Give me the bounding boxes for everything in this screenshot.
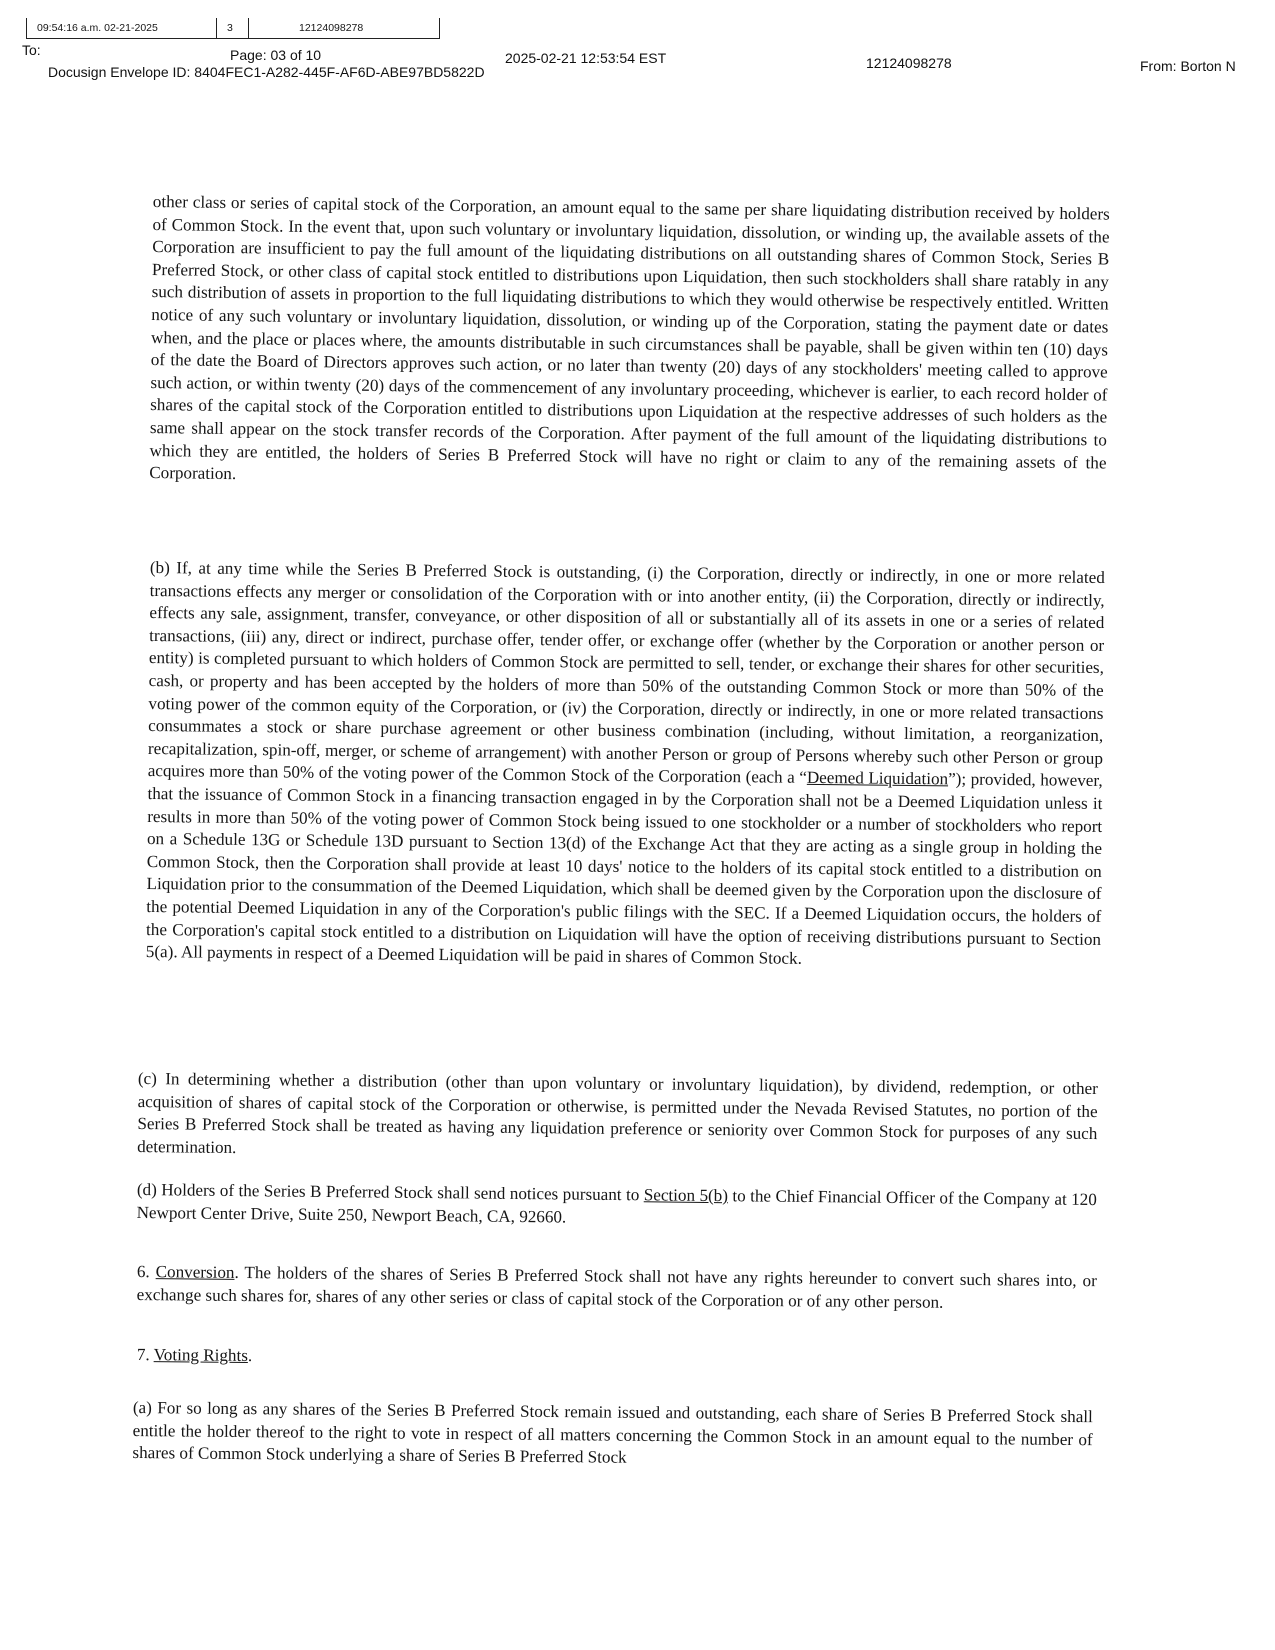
- defined-term-deemed-liquidation: Deemed Liquidation: [806, 768, 949, 789]
- paragraph-text: (c) In determining whether a distribution (other than upon voluntary or involuntary liquidation), by dividend, redemption, or other acquisition of shares of capital stock of the Corporation or otherwise, is permitted under the Nevada Revised Statutes, no portion of the Series B Preferred Stock shall be treated as having any liquidation preference or seniority over Common Stock for purposes of any such determination.: [137, 1069, 1098, 1157]
- paragraph-5d: [137, 1179, 1097, 1234]
- section-heading-voting-rights: Voting Rights: [153, 1345, 248, 1365]
- paragraph-7a: [132, 1397, 1093, 1474]
- paragraph-text: other class or series of capital stock of the Corporation, an amount equal to the same per share liquidating distribution received by holders of Common Stock. In the event that, upon such voluntary or involuntary liquidation, dissolution, or winding up, the available assets of the Corporation are insufficient to pay the full amount of the liquidating distributions on all outstanding shares of Common Stock, Series B Preferred Stock, or other class of capital stock entitled to distributions upon Liquidation, then such stockholders shall share ratably in any such distribution of assets in proportion to the full liquidating distributions to which they would otherwise be respectively entitled. Written notice of any such voluntary or involuntary liquidation, dissolution, or winding up of the Corporation, stating the payment date or dates when, and the place or places where, the amounts distributable in such circumstances shall be payable, shall be given within ten (10) days of the date the Board of Directors approves such action, or no later than twenty (20) days of any stockholders' meeting called to approve such action, or within twenty (20) days of the commencement of any involuntary proceeding, whichever is earlier, to each record holder of shares of the capital stock of the Corporation entitled to distributions upon Liquidation at the respective addresses of such holders as the same shall appear on the stock transfer records of the Corporation. After payment of the full amount of the liquidating distributions to which they are entitled, the holders of Series B Preferred Stock will have no right or claim to any of the remaining assets of the Corporation.: [149, 191, 1110, 484]
- section-7-voting-rights: [137, 1344, 537, 1370]
- paragraph-text: 6. Conversion. The holders of the shares of Series B Preferred Stock shall not have any rights hereunder to convert such shares into, or exchange such shares for, shares of any other series or class of capital stock of the Corporation or of any other person.: [136, 1262, 1097, 1312]
- section-6-conversion: [137, 1261, 1097, 1315]
- paragraph-text: 7. Voting Rights.: [136, 1345, 253, 1366]
- paragraph-text: (d) Holders of the Series B Preferred Stock shall send notices pursuant to Section 5(b) to the Chief Financial Officer of the Company at 120 Newport Center Drive, Suite 250, Newport Beach, CA, 92660.: [136, 1180, 1097, 1227]
- paragraph-5c: [137, 1068, 1098, 1168]
- fax-from-label: From: Borton N: [1140, 58, 1236, 74]
- fax-timestamp: 2025-02-21 12:53:54 EST: [505, 50, 667, 66]
- paragraph-text: (b) If, at any time while the Series B Preferred Stock is outstanding, (i) the Corporation, directly or indirectly, in one or more related transactions effects any merger or consolidation of the Corporation with or into another entity, (ii) the Corporation, directly or indirectly, effects any sale, assignment, transfer, conveyance, or other disposition of all or substantially all of its assets in one or a series of related transactions, (iii) any, direct or indirect, purchase offer, tender offer, or exchange offer (whether by the Corporation or another person or entity) is completed pursuant to which holders of Common Stock are permitted to sell, tender, or exchange their shares for other securities, cash, or property and has been accepted by the holders of more than 50% of the outstanding Common Stock or more than 50% of the voting power of the common equity of the Corporation, or (iv) the Corporation, directly or indirectly, in one or more related transactions consummates a stock or share purchase agreement or other business combination (including, without limitation, a reorganization, recapitalization, spin-off, merger, or scheme of arrangement) with another Person or group of Persons whereby such other Person or group acquires more than 50% of the voting power of the Common Stock of the Corporation (each a “Deemed Liquidation”); provided, however, that the issuance of Common Stock in a financing transaction engaged in by the Corporation shall not be a Deemed Liquidation unless it results in more than 50% of the voting power of Common Stock being issued to one stockholder or a number of stockholders who report on a Schedule 13G or Schedule 13D pursuant to Section 13(d) of the Exchange Act that they are acting as a single group in holding the Common Stock, then the Corporation shall provide at least 10 days' notice to the holders of its capital stock entitled to a distribution on Liquidation prior to the consummation of the Deemed Liquidation, which shall be deemed given by the Corporation upon the disclosure of the potential Deemed Liquidation in any of the Corporation's public filings with the SEC. If a Deemed Liquidation occurs, the holders of the Corporation's capital stock entitled to a distribution on Liquidation will have the option of receiving distributions pursuant to Section 5(a). All payments in respect of a Deemed Liquidation will be paid in shares of Common Stock.: [145, 557, 1105, 968]
- paragraph-text: (a) For so long as any shares of the Series B Preferred Stock remain issued and outstanding, each share of Series B Preferred Stock shall entitle the holder thereof to the right to vote in respect of all matters concerning the Common Stock in an amount equal to the number of shares of Common Stock underlying a share of Series B Preferred Stock: [132, 1398, 1093, 1467]
- fax-page-label: Page: 03 of 10: [230, 47, 322, 63]
- fax-stamp-time: 09:54:16 a.m. 02-21-2025: [27, 18, 217, 38]
- section-heading-conversion: Conversion: [155, 1262, 235, 1282]
- docusign-envelope-id: Docusign Envelope ID: 8404FEC1-A282-445F-AF6D-ABE97BD5822D: [48, 64, 485, 80]
- fax-stamp-page: 3: [217, 18, 249, 38]
- section-reference-5b: Section 5(b): [643, 1185, 729, 1206]
- fax-number: 12124098278: [866, 55, 952, 71]
- fax-to-label: To:: [22, 42, 41, 58]
- paragraph-5b-deemed-liquidation: [146, 557, 1105, 974]
- fax-stamp-number: 12124098278: [299, 22, 364, 34]
- paragraph-liquidation-distribution: [149, 191, 1110, 497]
